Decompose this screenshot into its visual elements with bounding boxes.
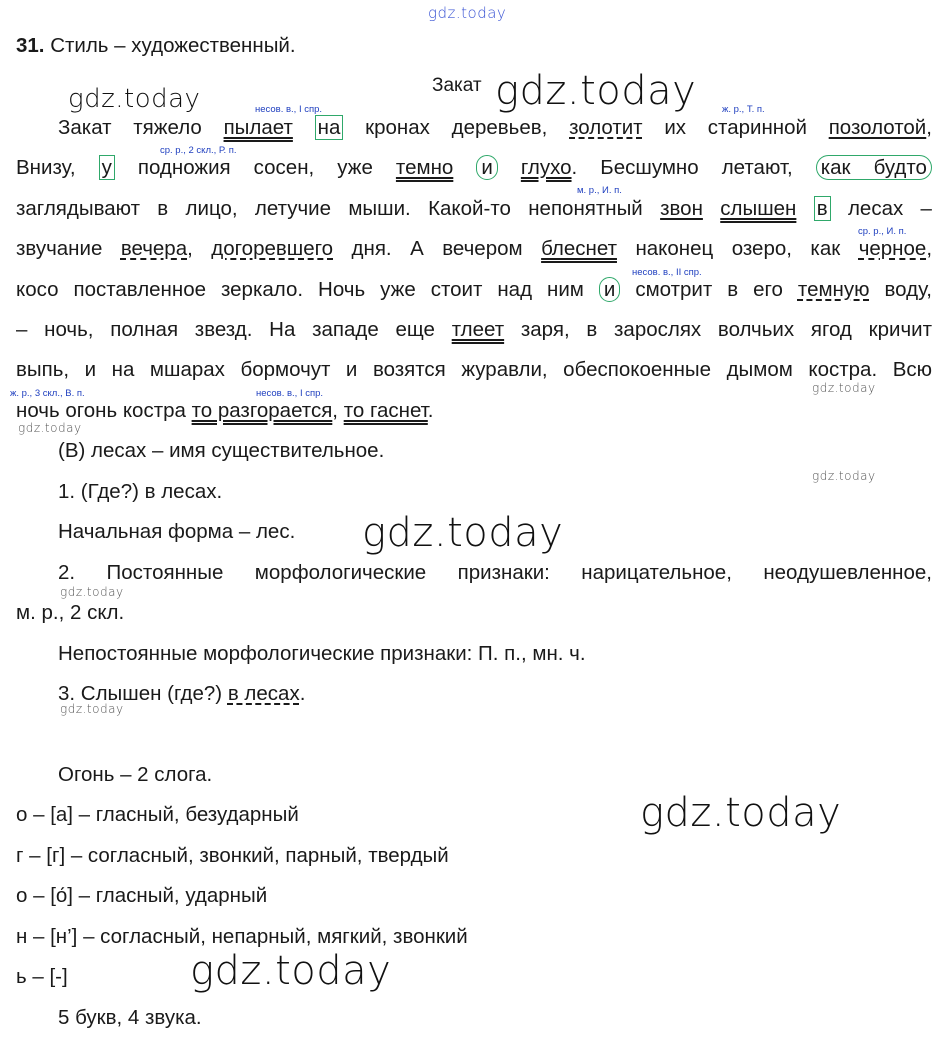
- phonetic-row: о – [а] – гласный, безударный: [16, 803, 299, 826]
- grammar-note: ср. р., И. п.: [858, 226, 907, 237]
- phonetic-row: н – [н’] – согласный, непарный, мягкий, звонкий: [16, 925, 468, 948]
- text-line-7: выпь, и на мшарах бормочут и возятся журавли, обеспокоенные дымом костра. Всю: [16, 358, 932, 381]
- watermark: gdz.today: [812, 469, 876, 483]
- phonetic-row: г – [г] – согласный, звонкий, парный, твердый: [16, 844, 449, 867]
- watermark: gdz.today: [640, 790, 842, 836]
- text-line-8: ночь огонь костра то разгорается, то гаснет.: [16, 399, 434, 422]
- text-line-2: Внизу, у подножия сосен, уже темно и глухо. Бесшумно летают, как будто: [16, 156, 932, 180]
- text-title: Закат: [432, 75, 482, 96]
- analysis-item-1: 1. (Где?) в лесах.: [58, 480, 223, 503]
- watermark: gdz.today: [190, 948, 392, 994]
- grammar-note: несов. в., II спр.: [632, 267, 702, 278]
- text-line-6: – ночь, полная звезд. На западе еще тлеет заря, в зарослях волчьих ягод кричит: [16, 318, 932, 341]
- watermark: gdz.today: [68, 84, 201, 114]
- analysis-item-2: 2. Постоянные морфологические признаки: нарицательное, неодушевленное,: [58, 561, 932, 584]
- watermark: gdz.today: [18, 421, 82, 435]
- phonetic-summary: 5 букв, 4 звука.: [58, 1006, 202, 1029]
- grammar-note: несов. в., I спр.: [255, 104, 323, 115]
- grammar-note: ж. р., Т. п.: [722, 104, 765, 115]
- phonetic-row: ь – [-]: [16, 965, 68, 988]
- text-line-3: заглядывают в лицо, летучие мыши. Какой-то непонятный звон слышен в лесах –: [16, 197, 932, 220]
- task-intro: Стиль – художественный.: [50, 34, 296, 57]
- text-line-1: Закат тяжело пылает на кронах деревьев, золотит их старинной позолотой,: [58, 116, 932, 139]
- task-number: 31.: [16, 34, 45, 57]
- analysis-initial-form: Начальная форма – лес.: [58, 520, 296, 543]
- grammar-note: м. р., И. п.: [577, 185, 622, 196]
- watermark: gdz.today: [812, 381, 876, 395]
- phonetic-title: Огонь – 2 слога.: [58, 763, 213, 786]
- grammar-note: несов. в., I спр.: [256, 388, 324, 399]
- grammar-note: ж. р., 3 скл., В. п.: [10, 388, 85, 399]
- analysis-item-3: 3. Слышен (где?) в лесах.: [58, 682, 306, 705]
- analysis-title: (В) лесах – имя существительное.: [58, 439, 385, 462]
- watermark: gdz.today: [362, 510, 564, 556]
- watermark-top: gdz.today: [428, 4, 507, 22]
- phonetic-row: о – [о́] – гласный, ударный: [16, 884, 268, 907]
- watermark: gdz.today: [60, 585, 124, 599]
- watermark: gdz.today: [495, 68, 697, 114]
- analysis-item-2-cont: м. р., 2 скл.: [16, 601, 125, 624]
- analysis-variable-features: Непостоянные морфологические признаки: П. п., мн. ч.: [58, 642, 586, 665]
- text-line-4: звучание вечера, догоревшего дня. А вечером блеснет наконец озеро, как черное,: [16, 237, 933, 260]
- text-line-5: косо поставленное зеркало. Ночь уже стоит над ним и смотрит в его темную воду,: [16, 278, 932, 301]
- task-heading: [16, 34, 932, 58]
- grammar-note: ср. р., 2 скл., Р. п.: [160, 145, 237, 156]
- watermark: gdz.today: [60, 702, 124, 716]
